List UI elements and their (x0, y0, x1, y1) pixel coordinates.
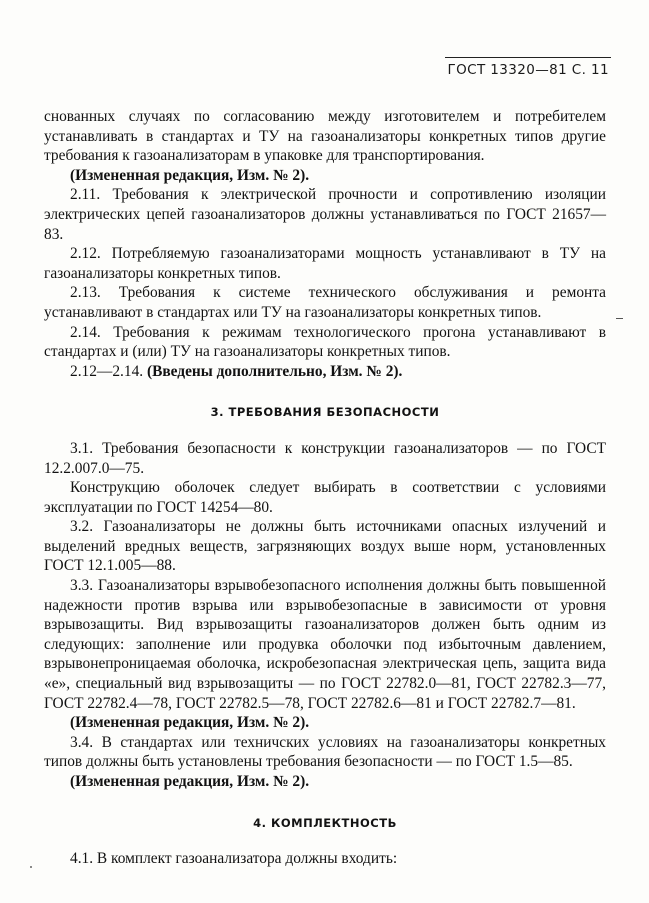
range-note-prefix: 2.12—2.14. (70, 362, 147, 380)
section-title-3: 3. ТРЕБОВАНИЯ БЕЗОПАСНОСТИ (210, 405, 440, 420)
page-header (447, 62, 609, 78)
paragraph-continued: снованных случаях по согласованию между изготовителем и потребителем устанавливать в стандартах и ТУ на газоанализаторы конкретных типов другие требования к газоанализаторам в упаковке для транспортирования. (44, 108, 606, 165)
paragraph-3-1: 3.1. Требования безопасности к конструкции газоанализаторов — по ГОСТ 12.2.007.0—75. (44, 439, 606, 477)
paragraph-2-12: 2.12. Потребляемую газоанализаторами мощность устанавливают в ТУ на газоанализаторы конкретных типов. (44, 245, 606, 282)
paragraph-revision-note-1: (Измененная редакция, Изм. № 2). (70, 166, 310, 184)
paragraph-3-1-continued: Конструкцию оболочек следует выбирать в соответствии с условиями эксплуатации по ГОСТ 14254—80. (44, 479, 606, 516)
paragraph-3-4: 3.4. В стандартах или техничских условиях на газоанализаторы конкретных типов должны быть установлены требования безопасности — по ГОСТ 1.5—85. (44, 733, 606, 771)
section-title-4: 4. КОМПЛЕКТНОСТЬ (253, 815, 397, 830)
paragraph-3-3: 3.3. Газоанализаторы взрывобезопасного исполнения должны быть повышенной надежности против взрыва или взрывобезопасные в зависимости от уровня взрывозащиты. Вид взрывозащиты газоанализаторов должен быть одним из следующих: заполнение или продувка оболочки под избыточным давлением, взрывонепроницаемая оболочка, искробезопасная электрическая цепь, защита вида «е», специальный вид взрывозащиты — по ГОСТ 22782.0—81, ГОСТ 22782.3—77, ГОСТ 22782.4—78, ГОСТ 22782.5—78, ГОСТ 22782.6—81 и ГОСТ 22782.7—81. (44, 577, 606, 712)
margin-speck (30, 866, 32, 868)
paragraph-2-11: 2.11. Требования к электрической прочности и сопротивлению изоляции электрических цепей газоанализаторов должны устанавливаться по ГОСТ 21657—83. (44, 186, 606, 243)
paragraph-revision-note-3: (Измененная редакция, Изм. № 2). (70, 773, 310, 790)
paragraph-2-14: 2.14. Требования к режимам технологического прогона устанавливают в стандартах и (или) ТУ на газоанализаторы конкретных типов. (44, 323, 606, 361)
paragraph-2-13: 2.13. Требования к системе технического обслуживания и ремонта устанавливают в стандартах или ТУ на газоанализаторы конкретных типов. (44, 284, 606, 321)
paragraph-revision-note-2: (Измененная редакция, Изм. № 2). (70, 714, 310, 732)
header-text: ГОСТ 13320—81 С. 11 (447, 62, 609, 78)
range-note-bold: (Введены дополнительно, Изм. № 2). (146, 362, 403, 380)
paragraph-range-note (44, 362, 606, 382)
header-rule (445, 57, 611, 58)
document-body (44, 107, 606, 869)
paragraph-4-1: 4.1. В комплект газоанализатора должны входить: (70, 850, 398, 868)
margin-tick-mark (616, 318, 623, 319)
paragraph-3-2: 3.2. Газоанализаторы не должны быть источниками опасных излучений и выделений вредных веществ, загрязняющих воздух выше норм, установленных ГОСТ 12.1.005—88. (44, 518, 606, 575)
